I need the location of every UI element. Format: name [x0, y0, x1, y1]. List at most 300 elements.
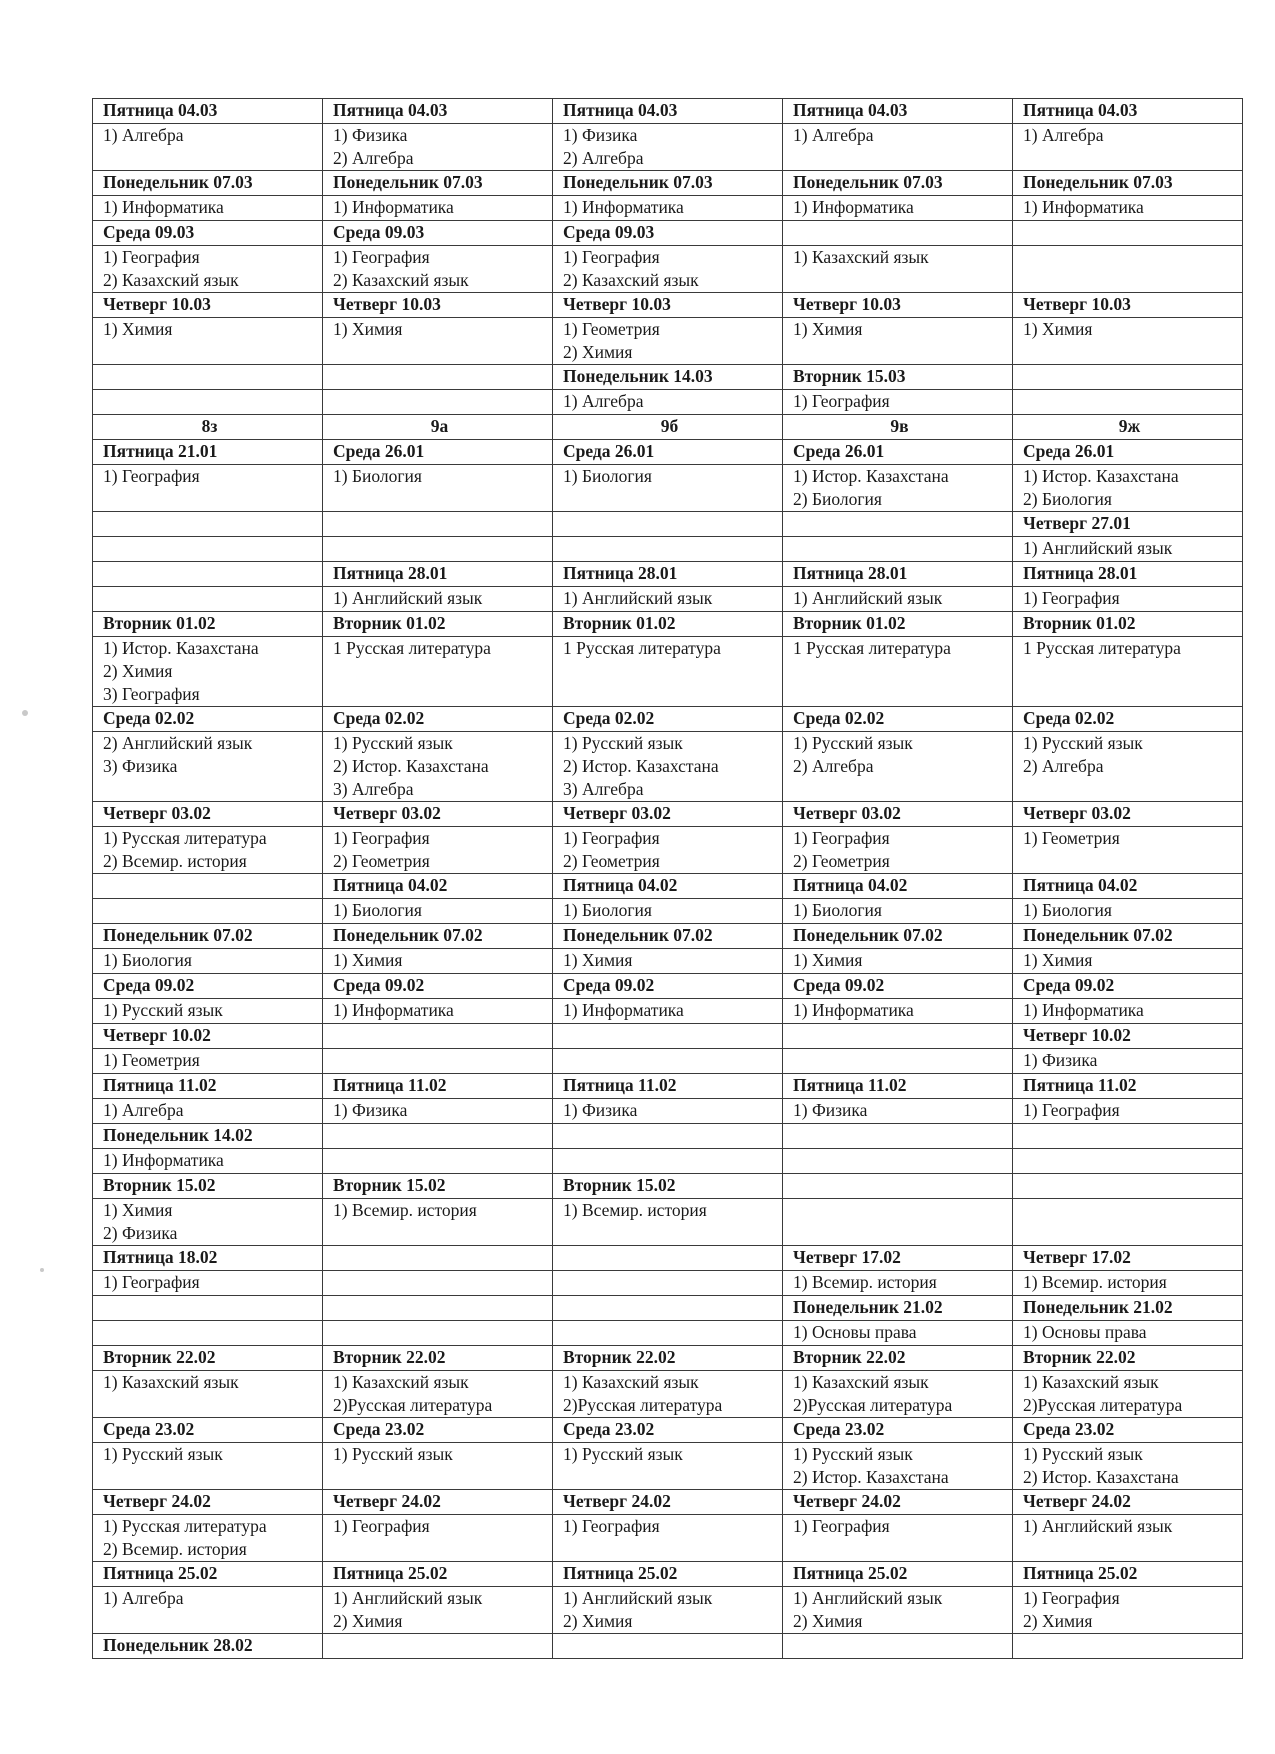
- subject-cell: [1013, 827, 1243, 874]
- date-cell: Пятница 25.02: [553, 1562, 783, 1587]
- subject-cell: [1013, 899, 1243, 924]
- date-cell: Понедельник 07.03: [1013, 171, 1243, 196]
- date-cell: Среда 09.03: [323, 221, 553, 246]
- subject-item: 1) Казахский язык: [793, 1372, 929, 1392]
- subject-cell: [783, 1099, 1013, 1124]
- date-row: [93, 1562, 1243, 1587]
- subject-item: 1) География: [563, 247, 660, 267]
- subject-cell: [553, 587, 783, 612]
- subject-item: 1) География: [793, 391, 890, 411]
- subject-item: 1) Химия: [333, 319, 403, 339]
- date-cell: Четверг 10.03: [1013, 293, 1243, 318]
- subject-item: 1) Русская литература: [103, 1516, 267, 1536]
- date-cell: Среда 09.03: [93, 221, 323, 246]
- subject-cell: [783, 390, 1013, 415]
- date-cell: [1013, 221, 1243, 246]
- subject-item: 2) Алгебра: [1023, 756, 1104, 776]
- date-cell: Вторник 15.02: [323, 1174, 553, 1199]
- date-cell: [323, 1024, 553, 1049]
- subject-item: 1) Истор. Казахстана: [103, 638, 259, 658]
- date-cell: Среда 09.02: [93, 974, 323, 999]
- subject-cell: [93, 196, 323, 221]
- subject-item: 1) Английский язык: [1023, 1516, 1173, 1536]
- date-row: [93, 293, 1243, 318]
- subject-item: 1) География: [103, 247, 200, 267]
- date-row: [93, 1124, 1243, 1149]
- subject-cell: [553, 637, 783, 707]
- subject-cell: [323, 1271, 553, 1296]
- subject-item: 1) Казахский язык: [563, 1372, 699, 1392]
- date-cell: Понедельник 07.03: [323, 171, 553, 196]
- subject-item: 1) Алгебра: [103, 1588, 184, 1608]
- subject-item: 1) Биология: [333, 900, 422, 920]
- subject-item: 1) Русский язык: [793, 733, 913, 753]
- subject-item: 1) Русский язык: [103, 1444, 223, 1464]
- date-cell: Пятница 11.02: [1013, 1074, 1243, 1099]
- subject-item: 2) Геометрия: [563, 851, 660, 871]
- date-cell: Среда 02.02: [553, 707, 783, 732]
- date-cell: Вторник 22.02: [1013, 1346, 1243, 1371]
- subject-cell: [553, 1515, 783, 1562]
- date-cell: Четверг 24.02: [93, 1490, 323, 1515]
- date-cell: Вторник 22.02: [783, 1346, 1013, 1371]
- date-row: [93, 924, 1243, 949]
- date-cell: Четверг 10.02: [93, 1024, 323, 1049]
- subject-row: [93, 1371, 1243, 1418]
- subject-item: 1) Биология: [1023, 900, 1112, 920]
- subject-item: 1) Химия: [793, 319, 863, 339]
- subject-item: 1) Биология: [563, 900, 652, 920]
- subject-item: 2) Химия: [103, 661, 173, 681]
- subject-item: 1) География: [1023, 588, 1120, 608]
- subject-item: 2) Химия: [563, 342, 633, 362]
- date-cell: [93, 1296, 323, 1321]
- subject-cell: [93, 1099, 323, 1124]
- subject-item: 1) Истор. Казахстана: [1023, 466, 1179, 486]
- subject-cell: [1013, 124, 1243, 171]
- subject-cell: [93, 899, 323, 924]
- subject-item: 1) Алгебра: [103, 1100, 184, 1120]
- subject-item: 1) Русский язык: [333, 733, 453, 753]
- subject-item: 2) Биология: [793, 489, 882, 509]
- subject-cell: [783, 124, 1013, 171]
- subject-item: 2) Алгебра: [563, 148, 644, 168]
- subject-cell: [93, 732, 323, 802]
- subject-row: [93, 1049, 1243, 1074]
- subject-item: 2)Русская литература: [1023, 1395, 1183, 1415]
- subject-row: [93, 246, 1243, 293]
- subject-row: [93, 587, 1243, 612]
- date-cell: Понедельник 07.02: [93, 924, 323, 949]
- subject-cell: [93, 1371, 323, 1418]
- date-cell: [323, 512, 553, 537]
- date-cell: Понедельник 07.02: [783, 924, 1013, 949]
- subject-item: 1) Алгебра: [793, 125, 874, 145]
- group-header-cell: 9ж: [1013, 415, 1243, 440]
- date-row: [93, 707, 1243, 732]
- date-cell: Пятница 04.03: [1013, 99, 1243, 124]
- date-cell: Пятница 28.01: [323, 562, 553, 587]
- subject-item: 1) Химия: [103, 319, 173, 339]
- subject-item: 1) Химия: [563, 950, 633, 970]
- subject-item: 1) Химия: [103, 1200, 173, 1220]
- subject-item: 1) География: [793, 1516, 890, 1536]
- date-cell: Среда 09.02: [323, 974, 553, 999]
- subject-item: 1) Информатика: [103, 1150, 224, 1170]
- group-header-cell: 9в: [783, 415, 1013, 440]
- date-row: [93, 1490, 1243, 1515]
- subject-item: 1) Русский язык: [1023, 733, 1143, 753]
- subject-item: 1 Русская литература: [333, 638, 491, 658]
- date-cell: Пятница 04.02: [1013, 874, 1243, 899]
- subject-item: 1) Казахский язык: [793, 247, 929, 267]
- subject-cell: [553, 1371, 783, 1418]
- date-cell: Четверг 10.02: [1013, 1024, 1243, 1049]
- date-cell: [93, 512, 323, 537]
- date-row: [93, 874, 1243, 899]
- date-cell: Среда 09.02: [553, 974, 783, 999]
- subject-row: [93, 637, 1243, 707]
- subject-item: 1) Химия: [333, 950, 403, 970]
- subject-item: 1) Физика: [333, 1100, 408, 1120]
- subject-item: 1) Биология: [793, 900, 882, 920]
- subject-item: 1) Английский язык: [333, 1588, 483, 1608]
- subject-item: 1 Русская литература: [563, 638, 721, 658]
- subject-item: 1) Информатика: [1023, 197, 1144, 217]
- date-cell: Понедельник 14.03: [553, 365, 783, 390]
- subject-cell: [93, 1049, 323, 1074]
- date-cell: Вторник 01.02: [553, 612, 783, 637]
- date-cell: [553, 1124, 783, 1149]
- subject-item: 1) Физика: [563, 125, 638, 145]
- subject-cell: [783, 465, 1013, 512]
- date-cell: Пятница 21.01: [93, 440, 323, 465]
- date-cell: Четверг 10.03: [553, 293, 783, 318]
- subject-cell: [93, 949, 323, 974]
- date-cell: Четверг 10.03: [783, 293, 1013, 318]
- subject-cell: [1013, 537, 1243, 562]
- subject-cell: [1013, 949, 1243, 974]
- subject-cell: [783, 1199, 1013, 1246]
- subject-cell: [93, 1515, 323, 1562]
- subject-item: 1) География: [563, 828, 660, 848]
- date-cell: Четверг 03.02: [553, 802, 783, 827]
- subject-item: 2) Химия: [333, 1611, 403, 1631]
- subject-item: 1) География: [333, 828, 430, 848]
- subject-row: [93, 1515, 1243, 1562]
- subject-item: 1) Всемир. история: [1023, 1272, 1167, 1292]
- subject-cell: [1013, 465, 1243, 512]
- subject-item: 2) Истор. Казахстана: [563, 756, 719, 776]
- date-cell: [93, 562, 323, 587]
- subject-cell: [323, 1049, 553, 1074]
- date-cell: Среда 23.02: [553, 1418, 783, 1443]
- subject-item: 1) Казахский язык: [103, 1372, 239, 1392]
- subject-item: 1) Информатика: [793, 1000, 914, 1020]
- subject-row: [93, 732, 1243, 802]
- subject-cell: [1013, 1515, 1243, 1562]
- date-row: [93, 1024, 1243, 1049]
- subject-item: 1) Русский язык: [333, 1444, 453, 1464]
- schedule-page: [92, 98, 1242, 1659]
- subject-item: 2) Физика: [103, 1223, 178, 1243]
- subject-cell: [323, 999, 553, 1024]
- date-cell: [1013, 365, 1243, 390]
- subject-cell: [553, 827, 783, 874]
- subject-cell: [323, 124, 553, 171]
- date-cell: Четверг 24.02: [1013, 1490, 1243, 1515]
- subject-cell: [783, 1149, 1013, 1174]
- subject-item: 2) Английский язык: [103, 733, 253, 753]
- date-row: [93, 1246, 1243, 1271]
- subject-cell: [323, 246, 553, 293]
- subject-cell: [93, 827, 323, 874]
- subject-cell: [323, 1099, 553, 1124]
- date-cell: Среда 26.01: [1013, 440, 1243, 465]
- subject-cell: [323, 732, 553, 802]
- subject-item: 3) Физика: [103, 756, 178, 776]
- subject-cell: [93, 637, 323, 707]
- date-cell: Среда 02.02: [783, 707, 1013, 732]
- date-row: [93, 440, 1243, 465]
- date-cell: Понедельник 28.02: [93, 1634, 323, 1659]
- subject-item: 1) Английский язык: [1023, 538, 1173, 558]
- subject-item: 1 Русская литература: [1023, 638, 1181, 658]
- date-cell: Пятница 28.01: [783, 562, 1013, 587]
- subject-item: 2) Истор. Казахстана: [333, 756, 489, 776]
- date-row: [93, 512, 1243, 537]
- subject-cell: [93, 1587, 323, 1634]
- date-cell: Пятница 28.01: [553, 562, 783, 587]
- date-row: [93, 802, 1243, 827]
- subject-row: [93, 1199, 1243, 1246]
- date-cell: [1013, 1634, 1243, 1659]
- subject-cell: [553, 465, 783, 512]
- date-cell: [323, 365, 553, 390]
- date-row: [93, 974, 1243, 999]
- date-cell: Четверг 27.01: [1013, 512, 1243, 537]
- date-cell: Четверг 03.02: [783, 802, 1013, 827]
- subject-item: 1) Геометрия: [1023, 828, 1120, 848]
- date-cell: Пятница 11.02: [553, 1074, 783, 1099]
- date-row: [93, 1174, 1243, 1199]
- date-row: [93, 1346, 1243, 1371]
- subject-item: 1) Биология: [103, 950, 192, 970]
- date-cell: Среда 09.02: [1013, 974, 1243, 999]
- subject-cell: [323, 1321, 553, 1346]
- date-cell: Пятница 04.03: [93, 99, 323, 124]
- subject-item: 1) Русская литература: [103, 828, 267, 848]
- date-cell: Среда 23.02: [93, 1418, 323, 1443]
- date-cell: Пятница 25.02: [783, 1562, 1013, 1587]
- group-header-cell: 8з: [93, 415, 323, 440]
- date-cell: Четверг 17.02: [1013, 1246, 1243, 1271]
- date-cell: [783, 1174, 1013, 1199]
- subject-cell: [323, 1199, 553, 1246]
- date-row: [93, 99, 1243, 124]
- date-cell: Среда 23.02: [323, 1418, 553, 1443]
- date-cell: Среда 26.01: [323, 440, 553, 465]
- subject-item: 2) Химия: [1023, 1611, 1093, 1631]
- date-cell: [323, 1124, 553, 1149]
- subject-cell: [553, 537, 783, 562]
- subject-item: 1) География: [103, 1272, 200, 1292]
- date-cell: Понедельник 07.03: [553, 171, 783, 196]
- date-cell: Пятница 25.02: [323, 1562, 553, 1587]
- subject-row: [93, 1099, 1243, 1124]
- date-cell: Среда 23.02: [1013, 1418, 1243, 1443]
- date-cell: [323, 1296, 553, 1321]
- subject-item: 1) Русский язык: [793, 1444, 913, 1464]
- subject-cell: [783, 1443, 1013, 1490]
- subject-item: 1) Основы права: [1023, 1322, 1147, 1342]
- subject-row: [93, 1443, 1243, 1490]
- date-cell: Вторник 22.02: [93, 1346, 323, 1371]
- date-cell: Пятница 04.03: [553, 99, 783, 124]
- subject-item: 1) Основы права: [793, 1322, 917, 1342]
- subject-cell: [1013, 637, 1243, 707]
- subject-cell: [553, 1149, 783, 1174]
- date-cell: Вторник 22.02: [323, 1346, 553, 1371]
- subject-cell: [783, 999, 1013, 1024]
- date-row: [93, 221, 1243, 246]
- subject-item: 1) Истор. Казахстана: [793, 466, 949, 486]
- subject-item: 1) Русский язык: [1023, 1444, 1143, 1464]
- subject-row: [93, 827, 1243, 874]
- subject-cell: [783, 537, 1013, 562]
- subject-item: 1) Биология: [563, 466, 652, 486]
- subject-item: 1) Информатика: [333, 1000, 454, 1020]
- date-cell: Четверг 03.02: [93, 802, 323, 827]
- date-cell: Четверг 24.02: [783, 1490, 1013, 1515]
- subject-cell: [553, 318, 783, 365]
- subject-item: 1) География: [333, 247, 430, 267]
- subject-item: 1) Всемир. история: [563, 1200, 707, 1220]
- subject-item: 1) Русский язык: [103, 1000, 223, 1020]
- subject-item: 1) Химия: [793, 950, 863, 970]
- subject-cell: [783, 1321, 1013, 1346]
- subject-item: 2) Казахский язык: [103, 270, 239, 290]
- subject-cell: [783, 899, 1013, 924]
- subject-item: 2) Всемир. история: [103, 1539, 247, 1559]
- date-cell: Четверг 24.02: [553, 1490, 783, 1515]
- subject-item: 2) Химия: [793, 1611, 863, 1631]
- subject-item: 2) Геометрия: [333, 851, 430, 871]
- subject-item: 1) Геометрия: [103, 1050, 200, 1070]
- date-cell: Понедельник 07.03: [783, 171, 1013, 196]
- subject-cell: [1013, 246, 1243, 293]
- subject-item: 1) Русский язык: [563, 733, 683, 753]
- subject-cell: [323, 899, 553, 924]
- subject-cell: [93, 1271, 323, 1296]
- subject-cell: [93, 1149, 323, 1174]
- subject-cell: [93, 246, 323, 293]
- subject-cell: [93, 1321, 323, 1346]
- subject-row: [93, 1321, 1243, 1346]
- date-row: [93, 1296, 1243, 1321]
- date-cell: Вторник 15.03: [783, 365, 1013, 390]
- subject-cell: [553, 1099, 783, 1124]
- date-cell: Понедельник 07.02: [553, 924, 783, 949]
- subject-cell: [323, 1443, 553, 1490]
- subject-cell: [1013, 1321, 1243, 1346]
- date-cell: Пятница 28.01: [1013, 562, 1243, 587]
- subject-item: 1) Информатика: [103, 197, 224, 217]
- subject-cell: [93, 1199, 323, 1246]
- subject-item: 2) Химия: [563, 1611, 633, 1631]
- subject-item: 1) Английский язык: [793, 588, 943, 608]
- subject-cell: [323, 587, 553, 612]
- subject-item: 1) Физика: [563, 1100, 638, 1120]
- subject-item: 1) Казахский язык: [1023, 1372, 1159, 1392]
- date-cell: [783, 1634, 1013, 1659]
- date-cell: Среда 26.01: [553, 440, 783, 465]
- subject-cell: [553, 1443, 783, 1490]
- subject-row: [93, 949, 1243, 974]
- subject-cell: [1013, 318, 1243, 365]
- subject-cell: [1013, 1099, 1243, 1124]
- date-cell: [553, 512, 783, 537]
- subject-cell: [93, 124, 323, 171]
- subject-row: [93, 390, 1243, 415]
- date-cell: [553, 1246, 783, 1271]
- date-cell: Понедельник 07.03: [93, 171, 323, 196]
- date-cell: [783, 221, 1013, 246]
- subject-cell: [783, 732, 1013, 802]
- subject-cell: [1013, 1149, 1243, 1174]
- subject-cell: [1013, 587, 1243, 612]
- subject-cell: [553, 1199, 783, 1246]
- subject-cell: [783, 827, 1013, 874]
- date-cell: Среда 26.01: [783, 440, 1013, 465]
- date-cell: [783, 512, 1013, 537]
- date-cell: Пятница 04.02: [553, 874, 783, 899]
- subject-cell: [553, 1049, 783, 1074]
- subject-row: [93, 196, 1243, 221]
- subject-item: 1) Информатика: [333, 197, 454, 217]
- subject-item: 2) Истор. Казахстана: [793, 1467, 949, 1487]
- scan-dot: [40, 1268, 44, 1272]
- subject-item: 3) Алгебра: [563, 779, 644, 799]
- subject-item: 1) География: [563, 1516, 660, 1536]
- date-row: [93, 1418, 1243, 1443]
- subject-item: 2) Казахский язык: [333, 270, 469, 290]
- subject-item: 1) Информатика: [563, 197, 684, 217]
- subject-cell: [783, 949, 1013, 974]
- date-cell: Вторник 01.02: [783, 612, 1013, 637]
- subject-cell: [783, 1587, 1013, 1634]
- subject-item: 1) Физика: [793, 1100, 868, 1120]
- date-cell: Вторник 15.02: [93, 1174, 323, 1199]
- subject-item: 1) Всемир. история: [793, 1272, 937, 1292]
- subject-item: 2)Русская литература: [563, 1395, 723, 1415]
- group-header-cell: 9б: [553, 415, 783, 440]
- subject-row: [93, 318, 1243, 365]
- subject-item: 1) География: [103, 466, 200, 486]
- subject-cell: [783, 1371, 1013, 1418]
- subject-item: 3) География: [103, 684, 200, 704]
- date-cell: [323, 1634, 553, 1659]
- date-cell: Четверг 03.02: [323, 802, 553, 827]
- date-row: [93, 612, 1243, 637]
- subject-cell: [783, 1271, 1013, 1296]
- subject-row: [93, 899, 1243, 924]
- subject-cell: [553, 949, 783, 974]
- subject-item: 1) Алгебра: [103, 125, 184, 145]
- date-cell: Среда 02.02: [323, 707, 553, 732]
- subject-item: 2) Истор. Казахстана: [1023, 1467, 1179, 1487]
- subject-cell: [553, 732, 783, 802]
